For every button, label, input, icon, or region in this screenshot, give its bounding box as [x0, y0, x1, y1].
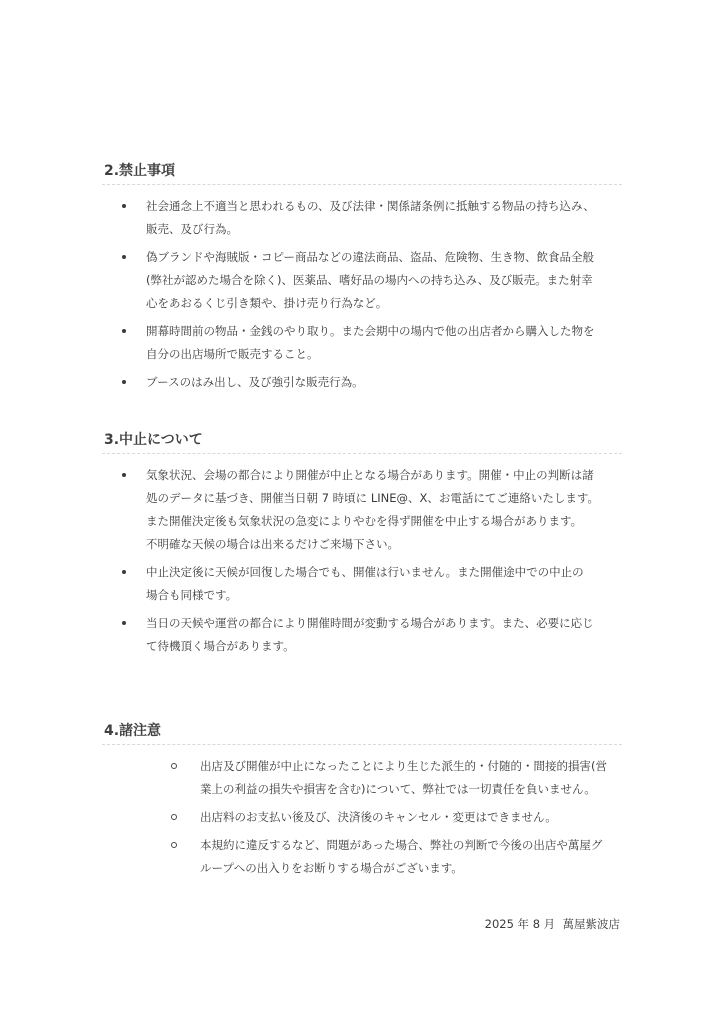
bullet-disc-icon — [122, 473, 126, 477]
section-prohibited — [102, 160, 622, 394]
list-item: 開幕時間前の物品・金銭のやり取り。また会期中の場内で他の出店者から購入した物を 自分の出店場所で販売すること。 — [102, 320, 622, 366]
bullet-list — [102, 195, 622, 394]
bullet-circle-icon — [171, 814, 177, 820]
section-cancellation — [102, 429, 622, 658]
footer-date: 2025 年 8 月 — [484, 917, 556, 931]
dashed-divider — [102, 453, 622, 454]
section-heading: 3.中止について — [104, 432, 203, 448]
list-item: 社会通念上不適当と思われるもの、及び法律・関係諸条例に抵触する物品の持ち込み、 販売、及び行為。 — [102, 195, 622, 241]
list-item: 出店及び開催が中止になったことにより生じた派生的・付随的・間接的損害(営 業上の利益の損失や損害を含む)について、弊社では一切責任を負いません。 — [102, 755, 622, 801]
list-item: 当日の天候や運営の都合により開催時間が変動する場合があります。また、必要に応じ て待機頂く場合があります。 — [102, 612, 622, 658]
dashed-divider — [102, 184, 622, 185]
bullet-disc-icon — [122, 329, 126, 333]
list-item: ブースのはみ出し、及び強引な販売行為。 — [102, 371, 622, 394]
list-item: 出店料のお支払い後及び、決済後のキャンセル・変更はできません。 — [102, 806, 622, 829]
list-item: 偽ブランドや海賊版・コピー商品などの違法商品、盗品、危険物、生き物、飲食品全般 (弊社が認めた場合を除く)、医薬品、嗜好品の場内への持ち込み、及び販売。また射幸 心をあおるくじ引き類や、掛け売り行為など。 — [102, 246, 622, 315]
list-item: 気象状況、会場の都合により開催が中止となる場合があります。開催・中止の判断は諸 処のデータに基づき、開催当日朝 7 時頃に LINE@、X、お電話にてご連絡いたします。 また開催決定後も気象状況の急変によりやむを得ず開催を中止する場合があります。 不明確な天候の場合は出来るだけご来場下さい。 — [102, 464, 622, 556]
bullet-disc-icon — [122, 380, 126, 384]
section-heading: 4.諸注意 — [104, 723, 162, 739]
bullet-disc-icon — [122, 204, 126, 208]
bullet-list — [102, 464, 622, 658]
footer-shop-name: 萬屋紫波店 — [562, 917, 620, 931]
document-footer — [470, 902, 620, 946]
dashed-divider — [102, 744, 622, 745]
section-notes — [102, 720, 622, 880]
section-heading: 2.禁止事項 — [104, 163, 176, 179]
bullet-disc-icon — [122, 621, 126, 625]
bullet-circle-icon — [171, 763, 177, 769]
bullet-disc-icon — [122, 255, 126, 259]
bullet-disc-icon — [122, 570, 126, 574]
list-item: 中止決定後に天候が回復した場合でも、開催は行いません。また開催途中での中止の 場合も同様です。 — [102, 561, 622, 607]
list-item: 本規約に違反するなど、問題があった場合、弊社の判断で今後の出店や萬屋グ ループへの出入りをお断りする場合がございます。 — [102, 834, 622, 880]
bullet-circle-icon — [171, 842, 177, 848]
bullet-list — [102, 755, 622, 880]
